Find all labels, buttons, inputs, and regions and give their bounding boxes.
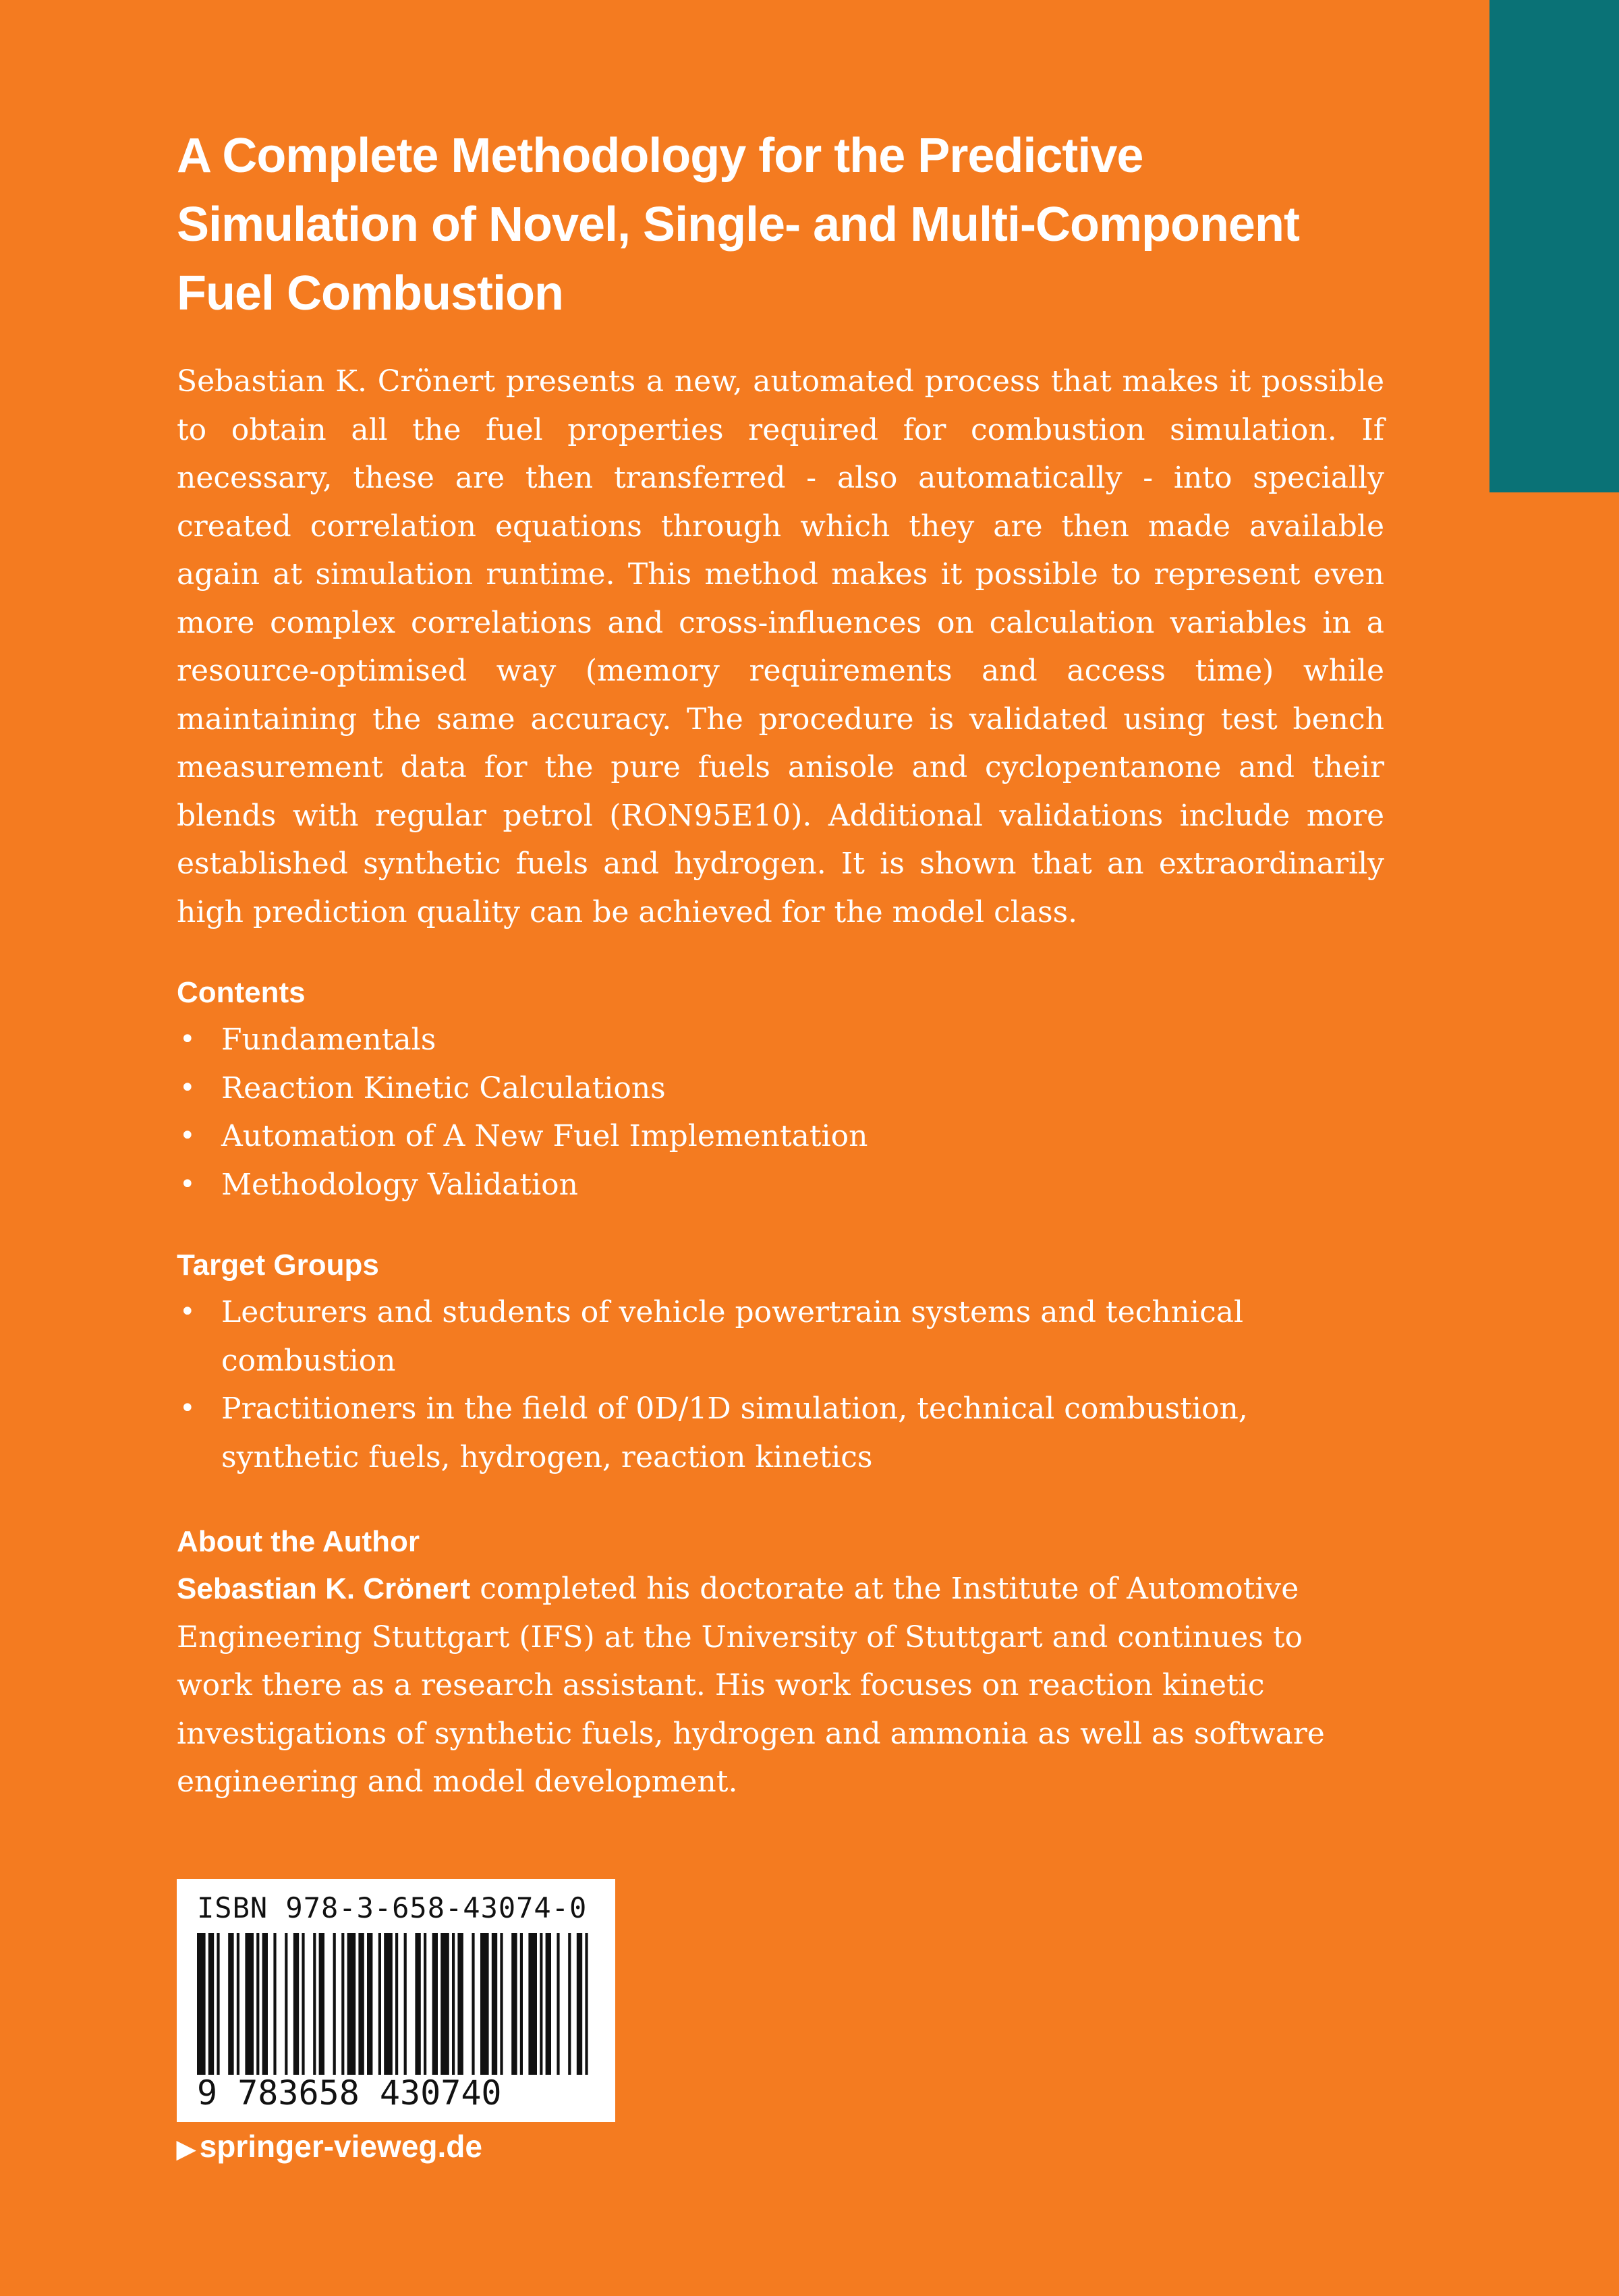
list-item: • Reaction Kinetic Calculations — [177, 1064, 1384, 1113]
author-name: Sebastian K. Crönert — [177, 1572, 471, 1605]
book-title: A Complete Methodology for the Predictive Simulation of Novel, Single- and Multi-Component Fuel Combustion — [177, 129, 1299, 320]
bullet-icon: • — [179, 1072, 196, 1103]
barcode-bar — [347, 1933, 356, 2075]
barcode-bar — [208, 1933, 214, 2075]
back-cover-content — [177, 121, 1384, 1806]
author-bio — [177, 1565, 1384, 1806]
bullet-icon: • — [179, 1393, 196, 1424]
barcode-bar — [404, 1933, 407, 2075]
bullet-icon: • — [179, 1168, 196, 1200]
barcode-bar — [395, 1933, 398, 2075]
barcode-bar — [228, 1933, 233, 2075]
barcode-bar — [546, 1933, 551, 2075]
barcode-digits: 9 783658 430740 — [197, 2073, 502, 2113]
isbn-barcode — [177, 1879, 615, 2122]
list-item: • Fundamentals — [177, 1016, 1384, 1064]
publisher-link[interactable]: ▶ springer-vieweg.de — [177, 2129, 482, 2164]
barcode-bar — [415, 1933, 420, 2075]
author-bio-text: completed his doctorate at the Institute of Automotive Engineering Stuttgart (IFS) at the University of Stuttgart and continues to work there as a research assistant. His work focuses on reaction kinetic investigations of synthetic fuels, hydrogen and ammonia as well as software engineering and model development. — [177, 1572, 1325, 1799]
list-item: • Practitioners in the field of 0D/1D simulation, technical combustion, synthetic fuels, hydrogen, reaction kinetics — [177, 1385, 1384, 1481]
barcode-bar — [480, 1933, 489, 2075]
barcode-bar — [197, 1933, 206, 2075]
barcode-bar — [492, 1933, 497, 2075]
teal-accent-tab — [1489, 0, 1619, 492]
contents-heading: Contents — [177, 976, 306, 1009]
list-item: • Methodology Validation — [177, 1161, 1384, 1209]
barcode-bar — [256, 1933, 259, 2075]
barcode-icon — [197, 1933, 595, 2075]
triangle-right-icon: ▶ — [177, 2135, 196, 2162]
barcode-bar — [217, 1933, 219, 2075]
barcode-bar — [358, 1933, 364, 2075]
book-description: Sebastian K. Crönert presents a new, automated process that makes it possible to obtain all the fuel properties required for combustion simulation. If necessary, these are then transferred - also automatically - into specially created correlation equations through which they are then made available again at simulation runtime. This method makes it possible to represent even more complex correlations and cross-influences on calculation variables in a resource-optimised way (memory requirements and access time) while maintaining the same accuracy. The procedure is validated using test bench measurement data for the pure fuels anisole and cyclopentanone and their blends with regular petrol (RON95E10). Additional validations include more established synthetic fuels and hydrogen. It is shown that an extraordinarily high prediction quality can be achieved for the model class. — [177, 364, 1384, 929]
list-item: • Automation of A New Fuel Implementation — [177, 1112, 1384, 1161]
barcode-bar — [313, 1933, 316, 2075]
list-item: • Lecturers and students of vehicle powertrain systems and technical combustion — [177, 1288, 1384, 1385]
barcode-bar — [585, 1933, 588, 2075]
barcode-bar — [378, 1933, 381, 2075]
barcode-bar — [384, 1933, 393, 2075]
barcode-bar — [457, 1933, 463, 2075]
bullet-icon: • — [179, 1024, 196, 1055]
target-groups-list — [177, 1288, 1384, 1481]
barcode-bar — [577, 1933, 582, 2075]
barcode-bar — [273, 1933, 276, 2075]
barcode-bar — [262, 1933, 268, 2075]
contents-list — [177, 1016, 1384, 1209]
about-author-heading: About the Author — [177, 1525, 420, 1558]
barcode-bar — [452, 1933, 455, 2075]
barcode-bar — [520, 1933, 523, 2075]
barcode-bar — [333, 1933, 336, 2075]
barcode-bar — [237, 1933, 239, 2075]
barcode-bar — [285, 1933, 287, 2075]
barcode-bar — [245, 1933, 254, 2075]
barcode-bar — [302, 1933, 304, 2075]
barcode-bar — [341, 1933, 344, 2075]
barcode-bar — [319, 1933, 324, 2075]
barcode-bar — [424, 1933, 426, 2075]
barcode-bar — [367, 1933, 372, 2075]
barcode-bar — [528, 1933, 537, 2075]
barcode-bar — [441, 1933, 449, 2075]
barcode-bar — [540, 1933, 542, 2075]
isbn-label: ISBN 978-3-658-43074-0 — [197, 1891, 588, 1924]
target-groups-heading: Target Groups — [177, 1249, 379, 1282]
barcode-bar — [500, 1933, 503, 2075]
barcode-bar — [472, 1933, 474, 2075]
barcode-bar — [432, 1933, 438, 2075]
barcode-bar — [557, 1933, 559, 2075]
barcode-bar — [568, 1933, 571, 2075]
bullet-icon: • — [179, 1296, 196, 1327]
barcode-bar — [293, 1933, 299, 2075]
barcode-bar — [511, 1933, 517, 2075]
bullet-icon: • — [179, 1120, 196, 1151]
